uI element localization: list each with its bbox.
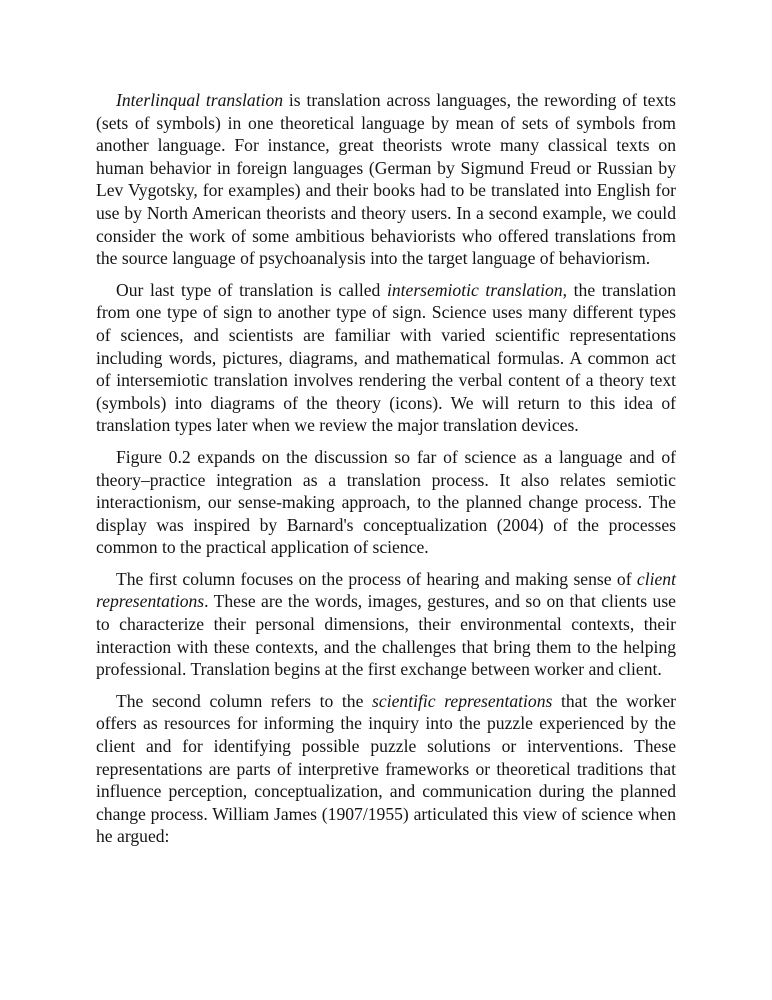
paragraph-text: The second column refers to the <box>116 690 373 711</box>
paragraph-scientific-representations <box>96 690 676 848</box>
paragraph-text: Figure 0.2 expands on the discussion so far of science as a language and of theory–practice integration as a translation process. It also relates semiotic interactionism, our sense-making approach, to the planned change process. The display was inspired by Barnard's conceptualization (2004) of the processes common to the practical application of science. <box>96 446 676 558</box>
paragraph-text: Our last type of translation is called <box>116 279 387 300</box>
paragraph-text: , the translation from one type of sign to another type of sign. Science uses many different types of sciences, and scientists are familiar with varied scientific representations including words, pictures, diagrams, and mathematical formulas. A common act of intersemiotic translation involves rendering the verbal content of a theory text (symbols) into diagrams of the theory (icons). We will return to this idea of translation types later when we review the major translation devices. <box>96 279 676 436</box>
paragraph-figure-reference <box>96 446 676 559</box>
paragraph-intersemiotic-translation <box>96 279 676 437</box>
paragraph-client-representations <box>96 568 676 681</box>
paragraph-text: . These are the words, images, gestures, and so on that clients use to characterize their personal dimensions, their environmental contexts, their interaction with these contexts, and the challenges that bring them to the helping professional. Translation begins at the first exchange between worker and client. <box>96 591 676 680</box>
term-scientific-representations: scientific representations <box>372 690 553 711</box>
paragraph-interlingual-translation <box>96 89 676 270</box>
term-client-representations: client representations <box>96 568 676 612</box>
paragraph-text: that the worker offers as resources for informing the inquiry into the puzzle experienced by the client and for identifying possible puzzle solutions or interventions. These representations are parts of interpretive frameworks or theoretical traditions that influence perception, conceptualization, and communication during the planned change process. William James (1907/1955) articulated this view of science when he argued: <box>96 690 676 847</box>
document-page <box>96 89 676 848</box>
paragraph-text: The first column focuses on the process of hearing and making sense of <box>116 568 637 589</box>
term-intersemiotic-translation: intersemiotic translation <box>386 279 563 300</box>
term-interlingual-translation: Interlinqual translation <box>116 90 284 110</box>
paragraph-text: is translation across languages, the rewording of texts (sets of symbols) in one theoretical language by mean of sets of symbols from another language. For instance, great theorists wrote many classical texts on human behavior in foreign languages (German by Sigmund Freud or Russian by Lev Vygotsky, for examples) and their books had to be translated into English for use by North American theorists and theory users. In a second example, we could consider the work of some ambitious behaviorists who offered translations from the source language of psychoanalysis into the target language of behaviorism. <box>96 90 676 269</box>
